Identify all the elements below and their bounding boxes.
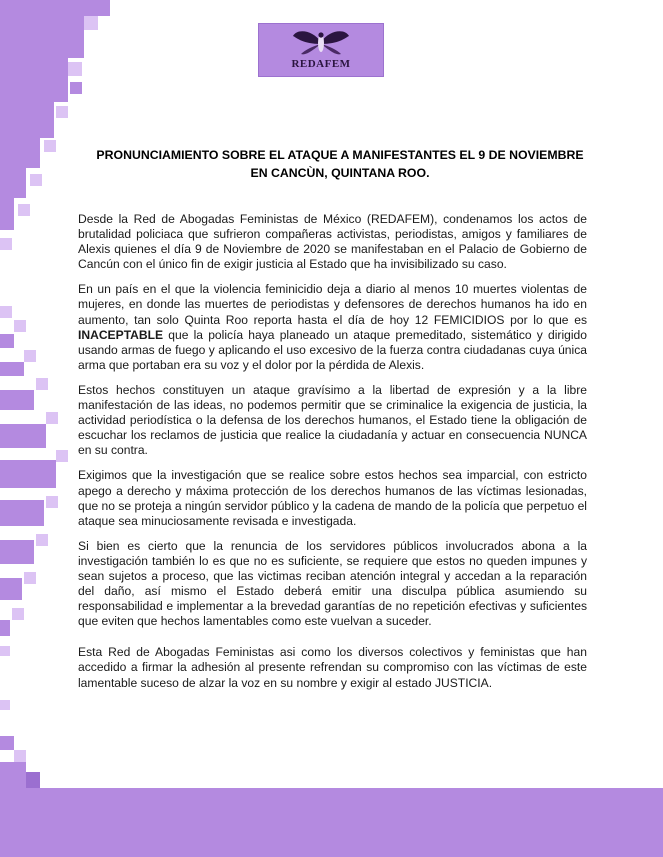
paragraph-1: Desde la Red de Abogadas Feministas de México (REDAFEM), condenamos los actos de brutalidad policiaca que sufrieron compañeras activistas, periodistas, amigos y familiares de Alexis quienes el día 9 de Noviembre de 2020 se manifestaban en el Palacio de Gobierno de Cancún con el único fin de exigir justicia al Estado que ha invisibilizado su caso. bbox=[78, 212, 587, 272]
logo-text: REDAFEM bbox=[291, 58, 351, 70]
redafem-logo bbox=[258, 23, 384, 77]
footer-band bbox=[0, 788, 663, 857]
document-body bbox=[78, 212, 587, 701]
paragraph-4: Exigimos que la investigación que se realice sobre estos hechos sea imparcial, con estricto apego a derecho y máxima protección de los derechos humanos de las víctimas lesionadas, que no se proteja a ningún servidor público y la cadena de mando de la policía que perpetuo el ataque sea minuciosamente revisada e investigada. bbox=[78, 468, 587, 528]
butterfly-icon bbox=[289, 28, 353, 58]
paragraph-2 bbox=[78, 282, 587, 373]
paragraph-5: Si bien es cierto que la renuncia de los servidores públicos involucrados abona a la investigación también lo es que no es suficiente, se requiere que estos no queden impunes y sean sujetos a proceso, que las victimas reciban atención integral y accedan a la reparación del daño, así mismo el Estado deberá emitir una disculpa pública asumiendo su responsabilidad e implementar a la brevedad garantías de no repetición efectivas y suficientes que eviten que hechos lamentables como este vuelvan a suceder. bbox=[78, 538, 587, 629]
paragraph-3: Estos hechos constituyen un ataque gravísimo a la libertad de expresión y a la libre manifestación de las ideas, no podemos permitir que se criminalice la exigencia de justicia, la actividad periodística o la defensa de los derechos humanos, el Estado tiene la obligación de escuchar los reclamos de justicia que realice la ciudadanía y actuar en consecuencia NUNCA en su contra. bbox=[78, 382, 587, 458]
paragraph-2-part-2: que la policía haya planeado un ataque premeditado, sistemático y dirigido usando armas de fuego y aplicando el uso excesivo de la fuerza contra ciudadanas cuya única arma que portaban era su voz y el dolor por la pérdida de Alexis. bbox=[78, 327, 587, 372]
paragraph-6: Esta Red de Abogadas Feministas asi como los diversos colectivos y feministas que han accedido a firmar la adhesión al presente refrendan su compromiso con las víctimas de este lamentable suceso de alzar la voz en su nombre y exigir al estado JUSTICIA. bbox=[78, 645, 587, 690]
document-title: PRONUNCIAMIENTO SOBRE EL ATAQUE A MANIFESTANTES EL 9 DE NOVIEMBRE EN CANCÙN, QUINTANA ROO. bbox=[96, 148, 584, 180]
paragraph-2-part-1: En un país en el que la violencia feminicidio deja a diario al menos 10 muertes violentas de mujeres, en donde las muertes de periodistas y defensores de derechos humanos ha ido en aumento, tan solo Quinta Roo reporta hasta el día de hoy 12 FEMICIDIOS por lo que es bbox=[78, 282, 587, 327]
paragraph-2-emphasis: INACEPTABLE bbox=[78, 327, 164, 342]
